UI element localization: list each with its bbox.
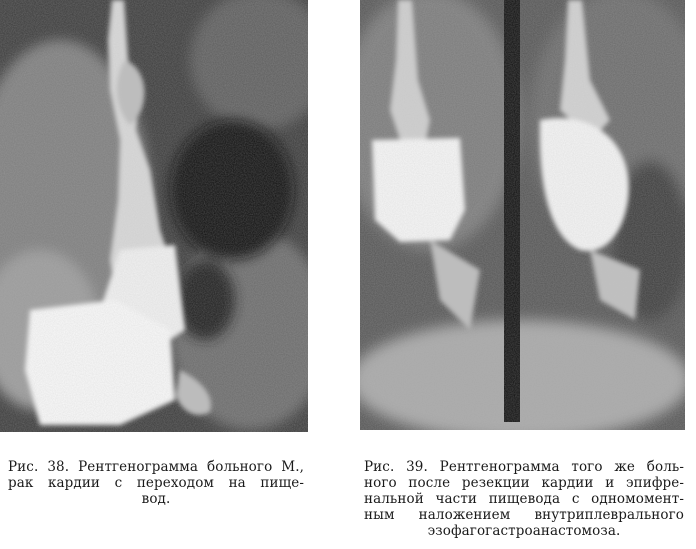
caption-line: вод. xyxy=(141,491,171,507)
xray-picture xyxy=(360,0,685,430)
figure-38-caption xyxy=(8,459,304,507)
caption-line: ного после резекции кардии и эпифре- xyxy=(364,475,684,491)
caption-line: Рис. 38. Рентгенограмма больного М., xyxy=(8,459,304,475)
caption-line: нальной части пищевода с одномомент- xyxy=(364,491,684,507)
figure-39-caption xyxy=(364,459,684,539)
caption-line: эзофагогастроанастомоза. xyxy=(427,523,621,539)
xray-picture xyxy=(0,0,308,432)
xray-image-fig39 xyxy=(360,0,685,430)
caption-line: Рис. 39. Рентгенограмма того же боль- xyxy=(364,459,684,475)
caption-line: рак кардии с переходом на пище- xyxy=(8,475,304,491)
caption-line: ным наложением внутриплеврального xyxy=(364,507,684,523)
xray-image-fig38 xyxy=(0,0,308,432)
